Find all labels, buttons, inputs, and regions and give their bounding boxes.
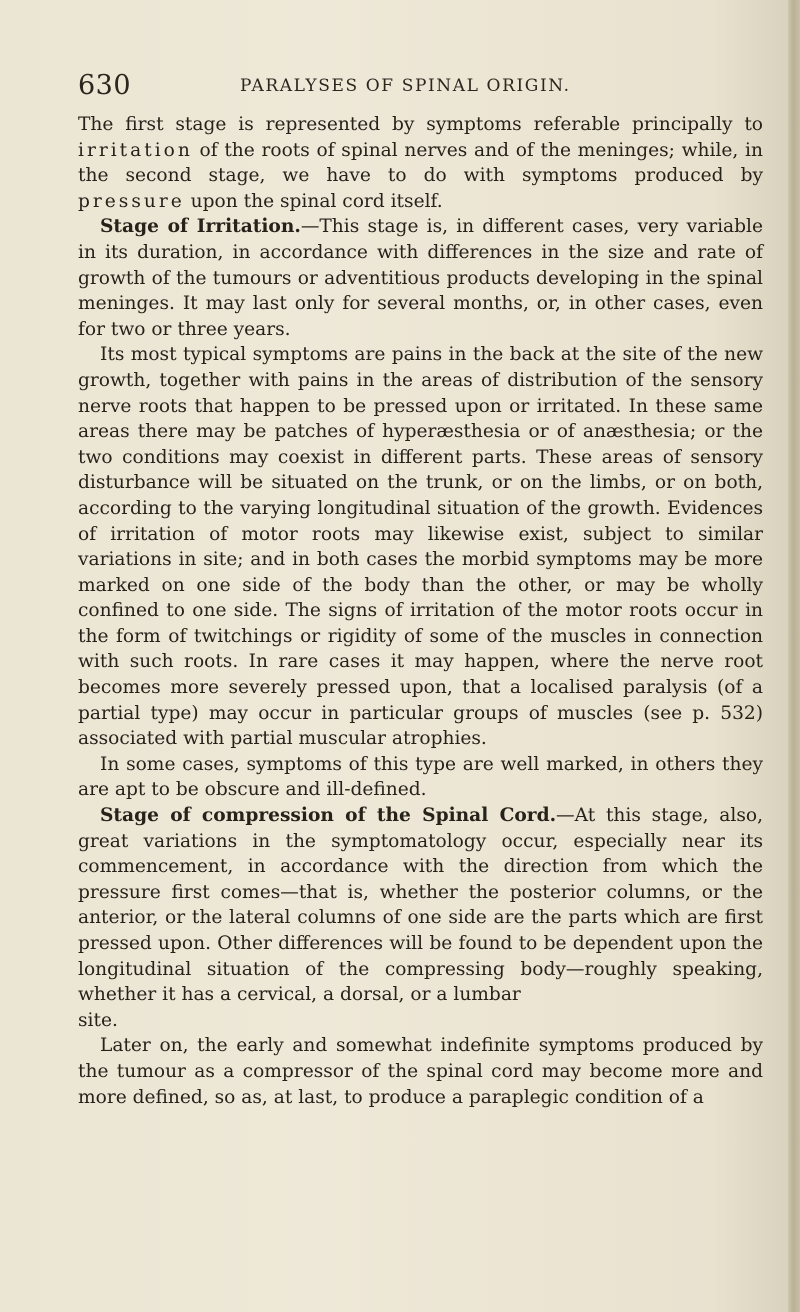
body-text <box>78 112 763 1110</box>
paragraph-text: The first stage is represented by symptoms referable principally to <box>78 114 763 135</box>
page-header <box>78 70 748 110</box>
section-heading-irritation: Stage of Irritation. <box>100 216 301 238</box>
paragraph-text: of the roots of spinal nerves and of the meninges; while, in the second stage, we have to do with symptoms produced by <box>78 139 763 187</box>
paragraph-text: —This stage is, in different cases, very variable in its duration, in accordance with differences in the size and rate of growth of the tumours or adventitious products developing in the spinal meninges. It may last only for several months, or, in other cases, even for two or three years. <box>78 216 763 340</box>
paragraph-stages-overview <box>78 112 763 214</box>
paragraph-stage-of-irritation <box>78 214 763 342</box>
paragraph-obscure-cases <box>78 752 763 803</box>
page-edge-shadow <box>788 0 800 1312</box>
paragraph-text: site. <box>78 1009 118 1031</box>
paragraph-later-on <box>78 1033 763 1110</box>
paragraph-end-line <box>78 1008 763 1034</box>
running-head: PARALYSES OF SPINAL ORIGIN. <box>240 76 571 96</box>
paragraph-text: —At this stage, also, great variations in the symptomatology occur, especially near its commencement, in accordance with the direction from which the pressure first comes—that is, whether the posterior columns, or the anterior, or the lateral columns of one side are the parts which are first pressed upon. Other differences will be found to be dependent upon the longitudinal situation of the compressing body—roughly speaking, whether it has a cervical, a dorsal, or a lumbar <box>78 805 763 1006</box>
paragraph-text: Its most typical symptoms are pains in the back at the site of the new growth, together with pains in the areas of distribution of the sensory nerve roots that happen to be pressed upon or irritated. In these same areas there may be patches of hyperæsthesia or of anæsthesia; or the two conditions may coexist in different parts. These areas of sensory disturbance will be situated on the trunk, or on the limbs, or on both, according to the varying longitudinal situation of the growth. Evidences of irritation of motor roots may likewise exist, subject to similar variations in site; and in both cases the morbid symptoms may be more marked on one side of the body than the other, or may be wholly confined to one side. The signs of irritation of the motor roots occur in the form of twitchings or rigidity of some of the muscles in connection with such roots. In rare cases it may happen, where the nerve root becomes more severely pressed upon, that a localised paralysis (of a partial type) may occur in particular groups of muscles (see p. 532) associated with partial muscular atrophies. <box>78 344 763 750</box>
paragraph-text: upon the spinal cord itself. <box>190 190 443 212</box>
page-number: 630 <box>78 70 132 101</box>
paragraph-stage-of-compression <box>78 803 763 1008</box>
paragraph-typical-symptoms <box>78 342 763 752</box>
emphasis-irritation: irritation <box>78 139 193 161</box>
emphasis-pressure: pressure <box>78 190 185 212</box>
paragraph-text: In some cases, symptoms of this type are well marked, in others they are apt to be obscure and ill-defined. <box>78 753 763 801</box>
paragraph-text: Later on, the early and somewhat indefinite symptoms produced by the tumour as a compressor of the spinal cord may become more and more defined, so as, at last, to produce a paraplegic condition of a <box>78 1035 763 1108</box>
section-heading-compression: Stage of compression of the Spinal Cord. <box>100 805 557 827</box>
